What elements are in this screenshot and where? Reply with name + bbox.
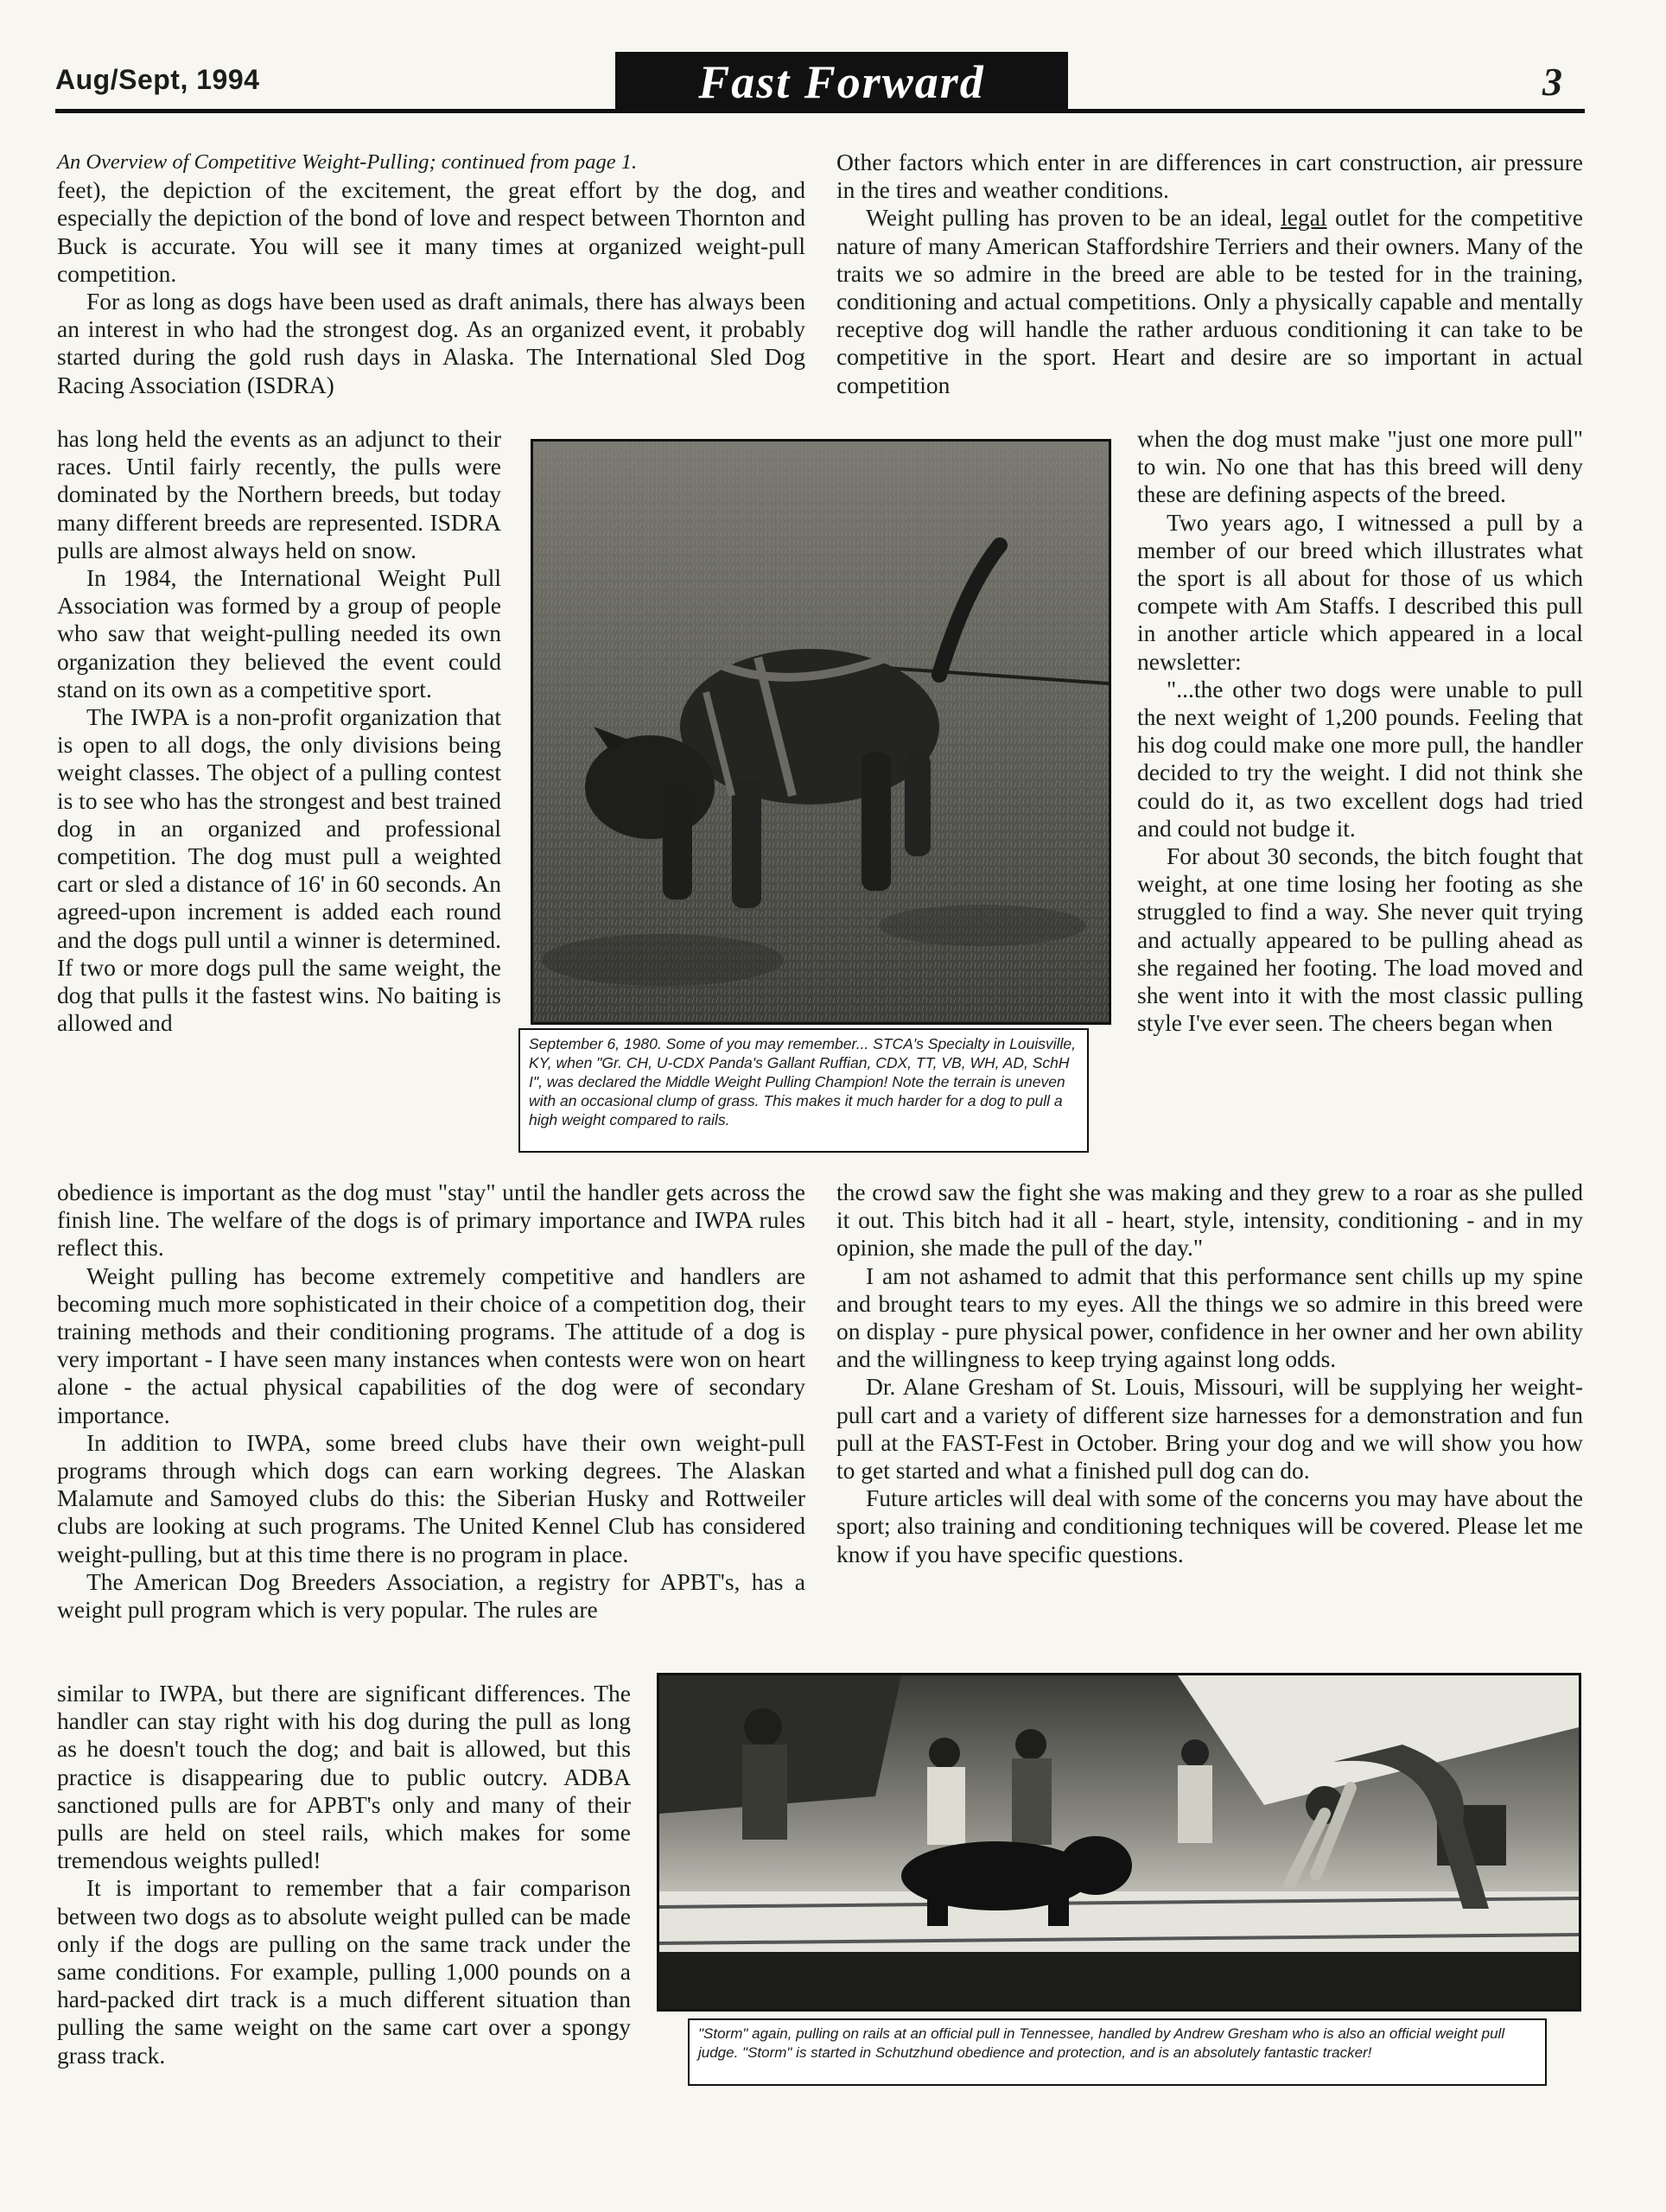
left-column-top [57,149,805,399]
photo-dog-pulling-on-grass [531,439,1111,1025]
article-paragraph: when the dog must make "just one more pull" to win. No one that has this breed will deny these are defining aspects of the breed. [1137,425,1583,508]
page-number: 3 [1542,60,1562,104]
right-column-bottom [836,1179,1583,1568]
right-column-narrow [1137,425,1583,1037]
photo-1-caption: September 6, 1980. Some of you may remember... STCA's Specialty in Louisville, KY, when "Gr. CH, U-CDX Panda's Gallant Ruffian, CDX, TT, VB, WH, AD, SchH I", was declared the Middle Weight Pulling Champion! Note the terrain is uneven with an occasional clump of grass. This makes it much harder for a dog to pull a high weight compared to rails. [518,1028,1089,1153]
article-paragraph: "...the other two dogs were unable to pull the next weight of 1,200 pounds. Feeling that his dog could make one more pull, the handler decided to try the weight. I did not think she could do it, as two excellent dogs had tried and could not budge it. [1137,675,1583,842]
newsletter-title: Fast Forward [615,52,1068,112]
article-paragraph: I am not ashamed to admit that this performance sent chills up my spine and brought tears to my eyes. All the things we so admire in this breed were on display - pure physical power, confidence in her owner and her own ability and the willingness to keep trying against long odds. [836,1262,1583,1373]
article-paragraph: similar to IWPA, but there are significant differences. The handler can stay right with his dog during the pull as long as he doesn't touch the dog; and bait is allowed, but this practice is disappearing due to public outcry. ADBA sanctioned pulls are for APBT's only and many of their pulls are held on steel rails, which makes for some tremendous weights pulled! [57,1680,631,1874]
article-paragraph [836,204,1583,398]
article-paragraph: Weight pulling has become extremely competitive and handlers are becoming much more sophisticated in their choice of a competition dog, their training methods and their conditioning programs. The attitude of a dog is very important - I have seen many instances when contests were won on heart alone - the actual physical capabilities of the dog were of secondary importance. [57,1262,805,1428]
text-run: outlet for the competitive nature of many American Staffordshire Terriers and their owners. Many of the traits we so admire in the breed are able to be tested for in the training, conditioning and actual competitions. Only a physically capable and mentally receptive dog will handle the rather arduous conditioning it can take to be competitive in the sport. Heart and desire are so important in actual competition [836,204,1583,398]
article-paragraph: In 1984, the International Weight Pull Association was formed by a group of people who saw that weight-pulling needed its own organization they believed the event could stand on its own as a competitive sport. [57,564,501,702]
article-paragraph: In addition to IWPA, some breed clubs have their own weight-pull programs through which dogs can earn working degrees. The Alaskan Malamute and Samoyed clubs do this: the Siberian Husky and Rottweiler clubs are looking at such programs. The United Kennel Club has considered weight-pulling, but at this time there is no program in place. [57,1428,805,1567]
left-column-narrow [57,425,501,1037]
article-paragraph: It is important to remember that a fair comparison between two dogs as to absolute weight pulled can be made only if the dogs are pulling on the same track under the same conditions. For example, pulling 1,000 pounds on a hard-packed dirt track is a much different situation than pulling the same weight on the same cart over a spongy grass track. [57,1874,631,2069]
article-paragraph: obedience is important as the dog must "stay" until the handler gets across the finish line. The welfare of the dogs is of primary importance and IWPA rules reflect this. [57,1179,805,1262]
article-paragraph: For as long as dogs have been used as draft animals, there has always been an interest in who had the strongest dog. As an organized event, it probably started during the gold rush days in Alaska. The International Sled Dog Racing Association (ISDRA) [57,288,805,398]
right-column-top [836,149,1583,399]
article-paragraph: has long held the events as an adjunct to their races. Until fairly recently, the pulls were dominated by the Northern breeds, but today many different breeds are represented. ISDRA pulls are almost always held on snow. [57,425,501,563]
text-run: Weight pulling has proven to be an ideal, [866,204,1281,232]
article-paragraph: The IWPA is a non-profit organization that is open to all dogs, the only divisions being weight classes. The object of a pulling contest is to see who has the strongest and best trained dog in an organized and professional competition. The dog must pull a weighted cart or sled a distance of 16' in 60 seconds. An agreed-upon increment is added each round and the dogs pull until a winner is determined. If two or more dogs pull the same weight, the dog that pulls it the fastest wins. No baiting is allowed and [57,703,501,1037]
rails-pull-image [659,1675,1579,2009]
article-paragraph: the crowd saw the fight she was making and they grew to a roar as she pulled it out. This bitch had it all - heart, style, intensity, conditioning - and in my opinion, she made the pull of the day." [836,1179,1583,1262]
photo-dog-pulling-on-rails [657,1673,1581,2012]
issue-date: Aug/Sept, 1994 [55,64,260,95]
article-paragraph: The American Dog Breeders Association, a registry for APBT's, has a weight pull program which is very popular. The rules are [57,1567,805,1624]
continued-note: An Overview of Competitive Weight-Pulling; continued from page 1. [57,150,638,174]
left-column-middle [57,1179,805,1624]
emphasized-word: legal [1281,204,1327,232]
photo-2-caption: "Storm" again, pulling on rails at an official pull in Tennessee, handled by Andrew Gresham who is also an official weight pull judge. "Storm" is started in Schutzhund obedience and protection, and is an absolutely fantastic tracker! [688,2018,1547,2086]
article-paragraph: Two years ago, I witnessed a pull by a member of our breed which illustrates what the sport is all about for those of us which compete with Am Staffs. I described this pull in another article which appeared in a local newsletter: [1137,508,1583,675]
masthead [55,52,1585,114]
article-paragraph: feet), the depiction of the excitement, the great effort by the dog, and especially the depiction of the bond of love and respect between Thornton and Buck is accurate. You will see it many times at organized weight-pull competition. [57,176,805,287]
article-paragraph: Future articles will deal with some of the concerns you may have about the sport; also training and conditioning techniques will be covered. Please let me know if you have specific questions. [836,1484,1583,1567]
article-paragraph: Other factors which enter in are differences in cart construction, air pressure in the tires and weather conditions. [836,149,1583,204]
article-paragraph: Dr. Alane Gresham of St. Louis, Missouri, will be supplying her weight-pull cart and a variety of different size harnesses for a demonstration and fun pull at the FAST-Fest in October. Bring your dog and we will show you how to get started and what a finished pull dog can do. [836,1373,1583,1484]
grass-pull-image [533,442,1109,1022]
article-paragraph: For about 30 seconds, the bitch fought that weight, at one time losing her footing as she struggled to find a way. She never quit trying and actually appeared to be pulling ahead as she regained her footing. The load moved and she went into it with the most classic pulling style I've ever seen. The cheers began when [1137,842,1583,1037]
left-column-bottom [57,1680,631,2069]
